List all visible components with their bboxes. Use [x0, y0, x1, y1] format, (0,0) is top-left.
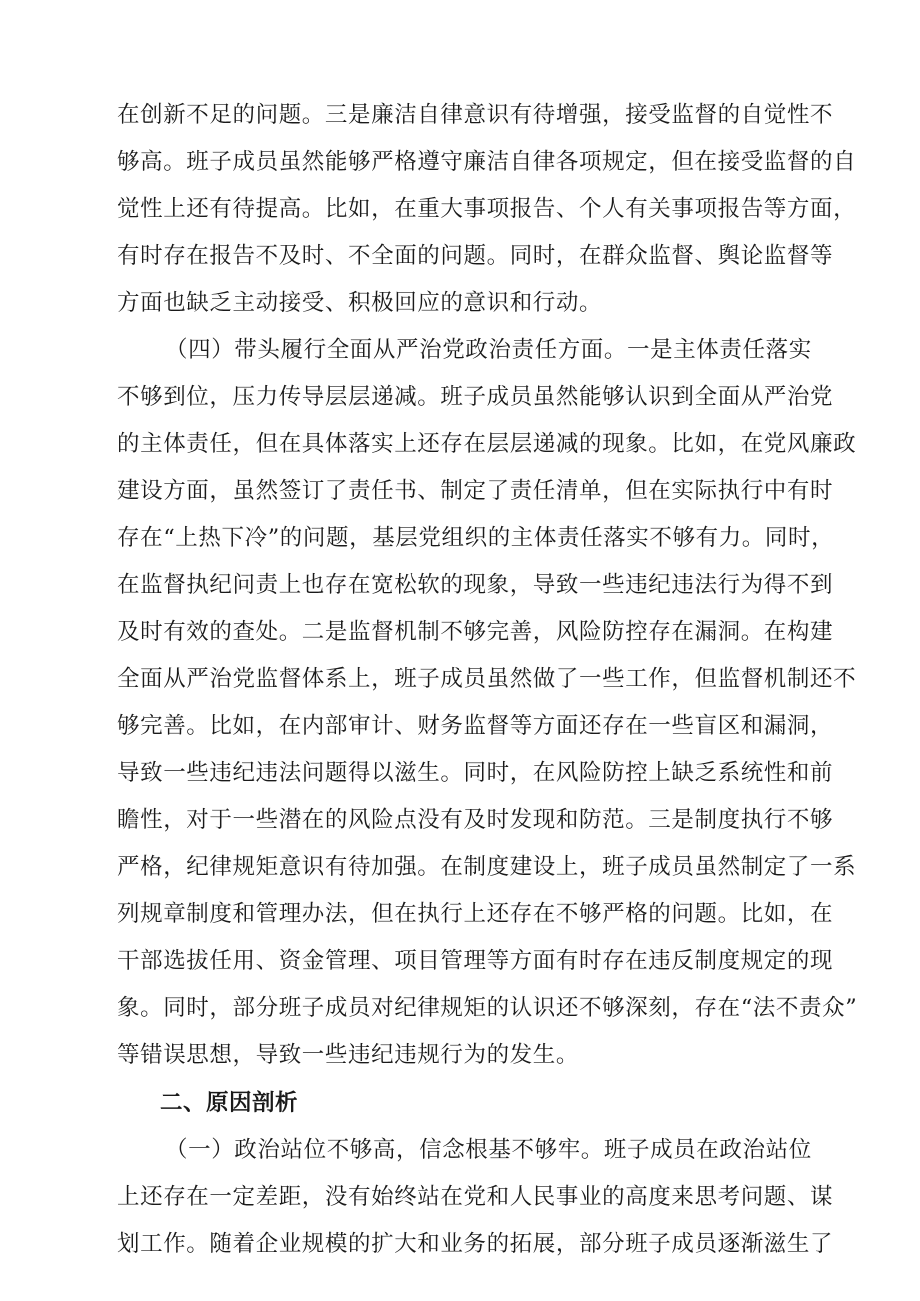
body-text-line: 的主体责任，但在具体落实上还存在层层递减的现象。比如，在党风廉政: [117, 431, 857, 457]
body-text-line: 列规章制度和管理办法，但在执行上还存在不够严格的问题。比如，在: [117, 901, 834, 927]
body-text-line: 够完善。比如，在内部审计、财务监督等方面还存在一些盲区和漏洞，: [117, 713, 834, 739]
body-text-line: 上还存在一定差距，没有始终站在党和人民事业的高度来思考问题、谋: [117, 1184, 834, 1210]
section-subheading-line: （四）带头履行全面从严治党政治责任方面。一是主体责任落实: [165, 337, 812, 363]
body-text-line: 全面从严治党监督体系上，班子成员虽然做了一些工作，但监督机制还不: [117, 666, 857, 692]
body-text-line: 划工作。随着企业规模的扩大和业务的拓展，部分班子成员逐渐滋生了: [117, 1231, 834, 1257]
body-text-line: 觉性上还有待提高。比如，在重大事项报告、个人有关事项报告等方面，: [117, 196, 857, 222]
body-text-line: 等错误思想，导致一些违纪违规行为的发生。: [117, 1042, 580, 1068]
section-heading: 二、原因剖析: [160, 1090, 299, 1116]
section-subheading-line: （一）政治站位不够高，信念根基不够牢。班子成员在政治站位: [165, 1137, 812, 1163]
body-text-line: 及时有效的查处。二是监督机制不够完善，风险防控存在漏洞。在构建: [117, 619, 834, 645]
body-text-line: 严格，纪律规矩意识有待加强。在制度建设上，班子成员虽然制定了一系: [117, 854, 857, 880]
body-text-line: 干部选拔任用、资金管理、项目管理等方面有时存在违反制度规定的现: [117, 948, 834, 974]
body-text-line: 存在“上热下冷”的问题，基层党组织的主体责任落实不够有力。同时，: [117, 525, 835, 551]
body-text-line: 有时存在报告不及时、不全面的问题。同时，在群众监督、舆论监督等: [117, 243, 834, 269]
body-text-line: 在创新不足的问题。三是廉洁自律意识有待增强，接受监督的自觉性不: [117, 102, 834, 128]
body-text-line: 不够到位，压力传导层层递减。班子成员虽然能够认识到全面从严治党: [117, 384, 834, 410]
body-text-line: 在监督执纪问责上也存在宽松软的现象，导致一些违纪违法行为得不到: [117, 572, 834, 598]
body-text-line: 方面也缺乏主动接受、积极回应的意识和行动。: [117, 290, 603, 316]
body-text-line: 够高。班子成员虽然能够严格遵守廉洁自律各项规定，但在接受监督的自: [117, 149, 857, 175]
body-text-line: 建设方面，虽然签订了责任书、制定了责任清单，但在实际执行中有时: [117, 478, 834, 504]
body-text-line: 瞻性，对于一些潜在的风险点没有及时发现和防范。三是制度执行不够: [117, 807, 834, 833]
body-text-line: 导致一些违纪违法问题得以滋生。同时，在风险防控上缺乏系统性和前: [117, 760, 834, 786]
body-text-line: 象。同时，部分班子成员对纪律规矩的认识还不够深刻，存在“法不责众”: [117, 995, 858, 1021]
